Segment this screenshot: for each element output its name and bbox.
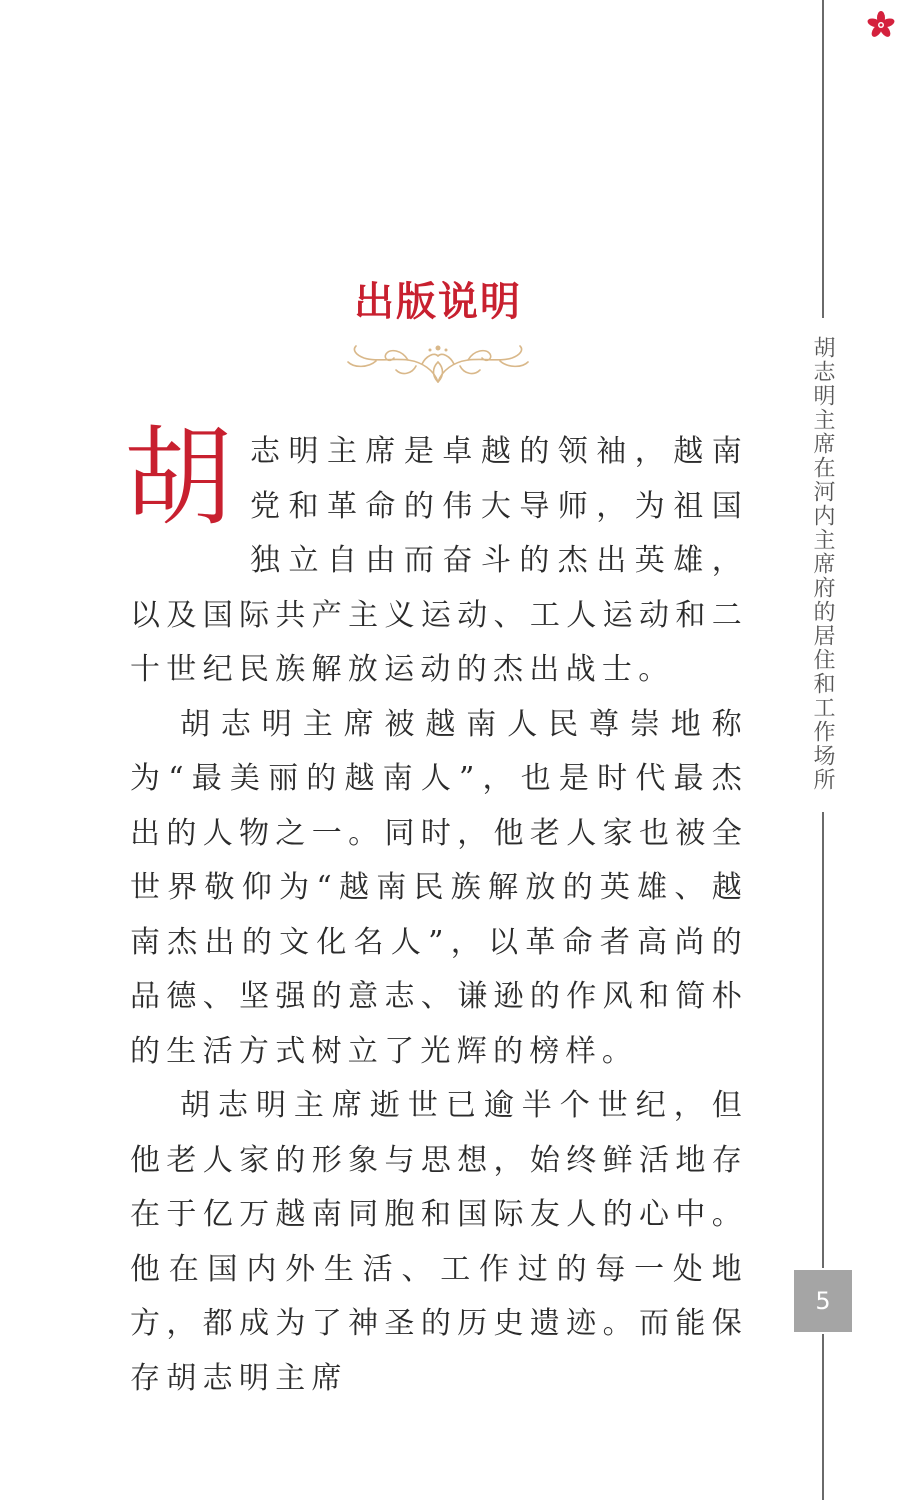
running-title: 胡志明主席在河内主席府的居住和工作场所 — [810, 336, 835, 792]
drop-cap: 胡 — [124, 416, 233, 541]
body-text — [124, 416, 748, 1406]
page-title: 出版说明 — [354, 279, 522, 325]
page-number: 5 — [794, 1270, 852, 1332]
ornament-icon — [346, 336, 530, 390]
paragraph-1 — [124, 416, 748, 698]
paragraph-1-text: 志明主席是卓越的领袖，越南党和革命的伟大导师，为祖国独立自由而奋斗的杰出英雄，以及国际共产主义运动、工人运动和二十世纪民族解放运动的杰出战士。 — [130, 434, 748, 687]
margin-rule-top — [822, 0, 824, 318]
margin-rule-middle — [822, 812, 824, 1268]
margin-rule-bottom — [822, 1334, 824, 1500]
paragraph-2: 胡志明主席被越南人民尊崇地称为“最美丽的越南人”，也是时代最杰出的人物之一。同时，他老人家也被全世界敬仰为“越南民族解放的英雄、越南杰出的文化名人”，以革命者高尚的品德、坚强的意志、谦逊的作风和简朴的生活方式树立了光辉的榜样。 — [130, 706, 748, 1069]
paragraph-3: 胡志明主席逝世已逾半个世纪，但他老人家的形象与思想，始终鲜活地存在于亿万越南同胞和国际友人的心中。他在国内外生活、工作过的每一处地方，都成为了神圣的历史遗迹。而能保存胡志明主席 — [130, 1088, 748, 1396]
flower-icon — [866, 10, 896, 40]
